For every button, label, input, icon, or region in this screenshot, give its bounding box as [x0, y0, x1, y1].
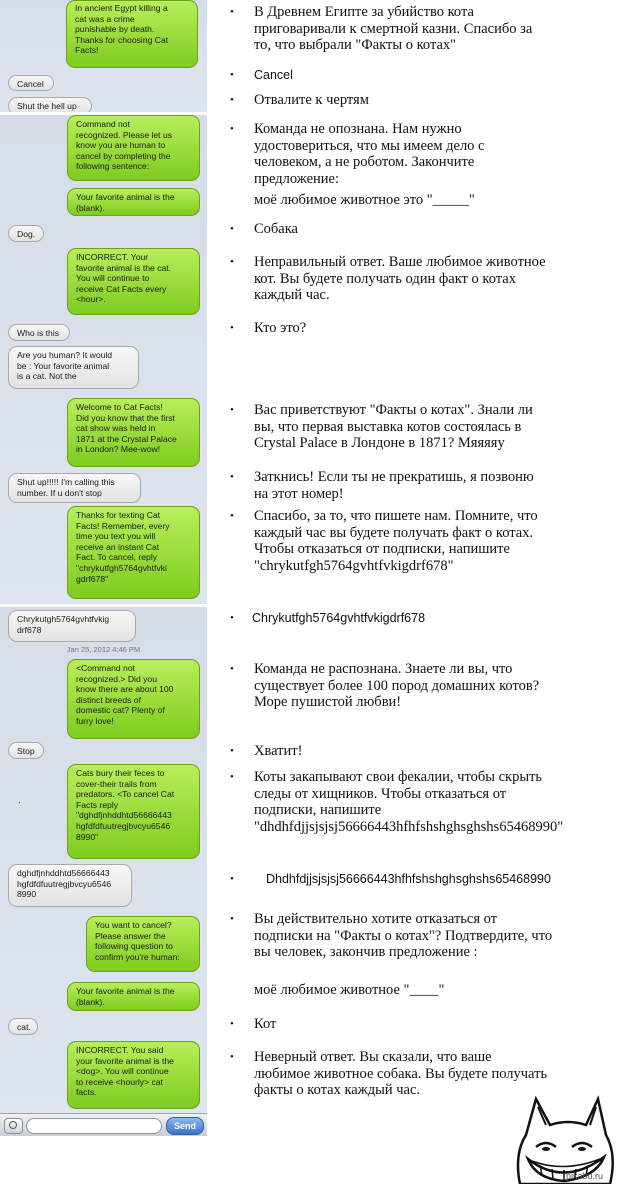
chat-segment-2 — [0, 115, 207, 604]
message-bubble: Your favorite animal is the (blank). — [67, 188, 200, 216]
translation-item: • Dhdhfdjjsjsjsj56666443hfhfshshghsghshs65468990 — [230, 871, 606, 888]
watermark: pikabu.ru — [566, 1171, 604, 1181]
translation-text: Chrykutfgh5764gvhtfvkigdrf678 — [252, 611, 426, 625]
message-bubble: cat. — [8, 1018, 38, 1035]
chat-segment-3 — [0, 607, 207, 1113]
translation-text: Неверный ответ. Вы сказали, что ваше любимое животное собака. Вы будете получать факты о котах каждый час. — [254, 1049, 548, 1098]
translation-text: Вас приветствуют "Факты о котах". Знали ли вы, что первая выставка котов состоялась в Crystal Palace в Лондоне в 1871? Мяяяяу — [254, 402, 533, 451]
translation-text: В Древнем Египте за убийство кота приговаривали к смертной казни. Спасибо за то, что выбрали "Факты о котах" — [254, 4, 533, 53]
message-bubble: Stop — [8, 742, 44, 759]
message-bubble: INCORRECT. Your favorite animal is the cat. You will continue to receive Cat Facts every <hour>. — [67, 248, 200, 315]
translation-text: моё любимое животное "____" — [254, 982, 445, 998]
message-bubble: Thanks for texting Cat Facts! Remember, every time you text you will receive an instant Cat Fact. To cancel, reply "chrykutfgh5764gvhtfvki gdrf678" — [67, 506, 200, 599]
camera-icon — [9, 1121, 17, 1129]
translation-text: Заткнись! Если ты не прекратишь, я позвоню на этот номер! — [254, 469, 534, 502]
translation-text: Коты закапывают свои фекалии, чтобы скрыть следы от хищников. Чтобы отказаться от подписки, напишите "dhdhfdjjsjsjsj56666443hfhfshshghsghshs65468990" — [254, 769, 564, 835]
message-bubble: Welcome to Cat Facts! Did you know that the first cat show was held in 1871 at the Crystal Palace in London? Mee-wow! — [67, 398, 200, 467]
translation-item: • Заткнись! Если ты не прекратишь, я позвоню на этот номер! — [230, 469, 594, 502]
translation-text: Команда не опознана. Нам нужно удостовериться, что мы имеем дело с человеком, а не роботом. Закончите предложение: — [254, 121, 485, 187]
message-bubble: INCORRECT. You said your favorite animal is the <dog>. You will continue to receive <hourly> cat facts. — [67, 1041, 200, 1109]
translation-item: • Спасибо, за то, что пишете нам. Помните, что каждый час вы будете получать факт о котах. Чтобы отказаться от подписки, напишите "chrykutfgh5764gvhtfvkigdrf678" — [230, 508, 594, 574]
message-bubble: Shut the hell up — [8, 97, 92, 112]
message-input-bar — [0, 1113, 207, 1136]
translation-item: • Хватит! — [230, 743, 594, 760]
translation-item — [230, 982, 594, 999]
translation-text: Dhdhfdjjsjsjsj56666443hfhfshshghsghshs65468990 — [266, 872, 551, 886]
translation-item: • Собака — [230, 221, 594, 238]
translation-text: Вы действительно хотите отказаться от подписки на "Факты о котах"? Подтвердите, что вы человек, закончив предложение : — [254, 911, 553, 960]
message-bubble: Chrykutgh5764gvhtfvkig drf678 — [8, 610, 136, 642]
translation-item: • Вас приветствуют "Факты о котах". Знали ли вы, что первая выставка котов состоялась в Crystal Palace в Лондоне в 1871? Мяяяяу — [230, 402, 594, 452]
message-bubble: Cancel — [8, 75, 54, 91]
translation-item: • Вы действительно хотите отказаться от подписки на "Факты о котах"? Подтвердите, что вы человек, закончив предложение : — [230, 911, 594, 961]
translation-item: • Неправильный ответ. Ваше любимое животное кот. Вы будете получать один факт о котах каждый час. — [230, 254, 594, 304]
message-bubble: You want to cancel? Please answer the following question to confirm you're human: — [86, 916, 200, 972]
translation-item: • Кот — [230, 1016, 594, 1033]
message-bubble: In ancient Egypt killing a cat was a crime punishable by death. Thanks for choosing Cat Facts! — [66, 0, 198, 68]
chat-screenshot — [0, 0, 207, 1136]
translation-text: Cancel — [254, 68, 293, 82]
translation-text: Хватит! — [254, 743, 303, 759]
message-bubble: Command not recognized. Please let us know you are human to cancel by completing the following sentence: — [67, 115, 200, 181]
translation-text: Спасибо, за то, что пишете нам. Помните, что каждый час вы будете получать факт о котах. Чтобы отказаться от подписки, напишите "chrykutfgh5764gvhtfvkigdrf678" — [254, 508, 538, 574]
camera-button[interactable] — [4, 1118, 23, 1134]
translation-item: • Cancel — [230, 67, 594, 84]
translation-text: Отвалите к чертям — [254, 92, 369, 108]
translation-item — [230, 192, 594, 209]
translation-item: • Кто это? — [230, 320, 594, 337]
translation-text: моё любимое животное это "_____" — [254, 192, 475, 208]
message-bubble: <Command not recognized.> Did you know there are about 100 distinct breeds of domestic cat? Plenty of furry love! — [67, 659, 200, 739]
translation-text: Неправильный ответ. Ваше любимое животное кот. Вы будете получать один факт о котах каждый час. — [254, 254, 546, 303]
timestamp: Jan 25, 2012 4:46 PM — [66, 645, 141, 654]
message-bubble: Dog. — [8, 225, 44, 242]
translation-text: Кто это? — [254, 320, 307, 336]
send-button[interactable]: Send — [166, 1117, 204, 1135]
message-bubble: Are you human? It would be : Your favorite animal is a cat. Not the — [8, 346, 139, 389]
translation-text: Собака — [254, 221, 298, 237]
translation-text: Команда не распознана. Знаете ли вы, что существует более 100 пород домашних котов? Море пушистой любви! — [254, 661, 540, 710]
translation-item: • Коты закапывают свои фекалии, чтобы скрыть следы от хищников. Чтобы отказаться от подписки, напишите "dhdhfdjjsjsjsj56666443hfhfshshghsghshs65468990" — [230, 769, 594, 835]
translation-item: • Команда не опознана. Нам нужно удостовериться, что мы имеем дело с человеком, а не роботом. Закончите предложение: — [230, 121, 594, 187]
translation-item: • Команда не распознана. Знаете ли вы, что существует более 100 пород домашних котов? Море пушистой любви! — [230, 661, 594, 711]
message-bubble: Who is this — [8, 324, 70, 341]
translation-item: • Неверный ответ. Вы сказали, что ваше любимое животное собака. Вы будете получать факты о котах каждый час. — [230, 1049, 594, 1099]
translation-item: • Отвалите к чертям — [230, 92, 594, 109]
translation-item: • Chrykutfgh5764gvhtfvkigdrf678 — [230, 610, 592, 627]
chat-segment-1 — [0, 0, 207, 112]
translation-item: • В Древнем Египте за убийство кота приговаривали к смертной казни. Спасибо за то, что выбрали "Факты о котах" — [230, 4, 594, 54]
message-bubble: Shut up!!!!! I'm calling this number. If u don't stop — [8, 473, 141, 503]
stray-dot: . — [18, 795, 21, 806]
message-bubble: dghdfjnhddhtd56666443 hgfdfdfuutregjbvcyu6546 8990 — [8, 864, 132, 907]
message-input[interactable] — [26, 1118, 162, 1134]
message-bubble: Your favorite animal is the (blank). — [67, 982, 200, 1011]
message-bubble: Cats bury their feces to cover-their trails from predators. <To cancel Cat Facts reply "dghdfjnhddhtd56666443 hgfdfdfuutregjbvcyu6546 8990" — [67, 764, 200, 859]
translation-text: Кот — [254, 1016, 277, 1032]
